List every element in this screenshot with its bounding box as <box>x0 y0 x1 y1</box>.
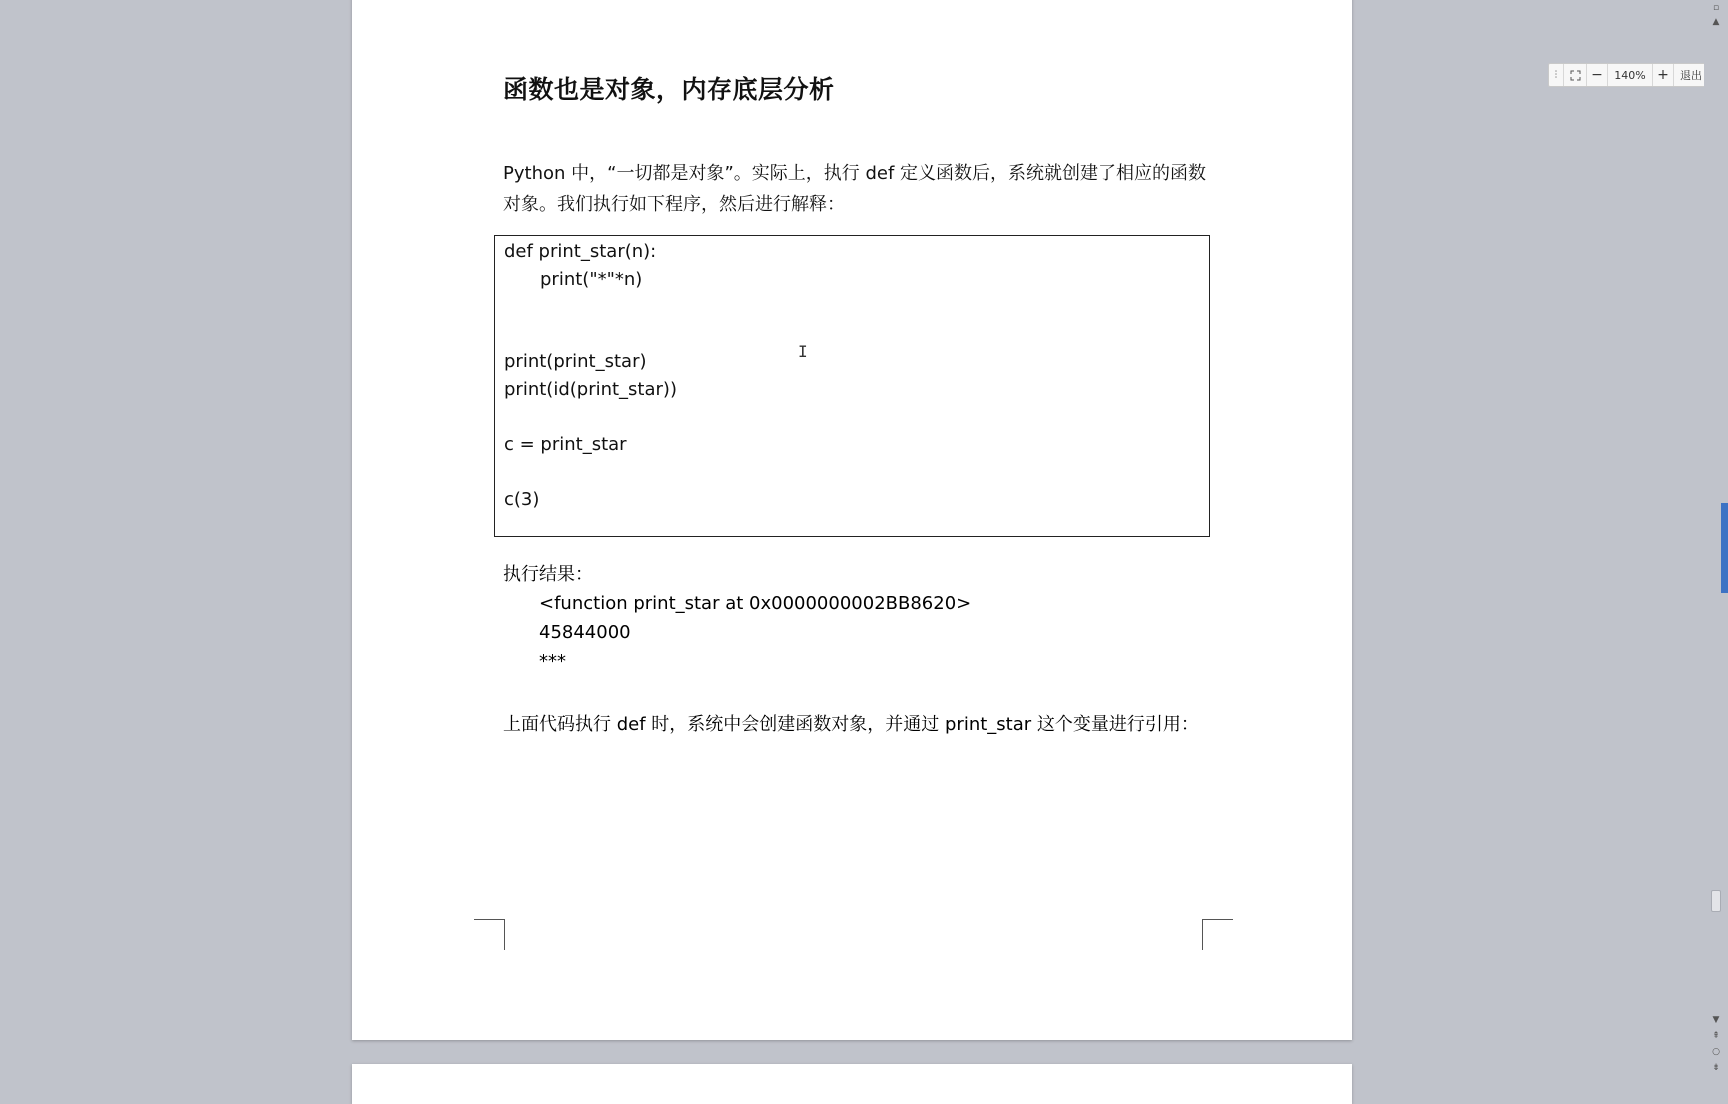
code-line: print(print_star) <box>504 351 647 372</box>
exit-button[interactable]: 退出 <box>1680 69 1702 82</box>
intro-paragraph: Python 中，“一切都是对象”。实际上，执行 def 定义函数后，系统就创建了相应的函数对象。我们执行如下程序，然后进行解释： <box>503 163 1207 215</box>
code-line: print(id(print_star)) <box>504 379 677 400</box>
result-line: 45844000 <box>539 622 631 643</box>
side-panel-tab[interactable] <box>1721 503 1728 593</box>
code-line: c = print_star <box>504 434 627 455</box>
scroll-up-icon[interactable]: ▲ <box>1712 17 1720 27</box>
document-page[interactable] <box>352 0 1352 1040</box>
result-line: *** <box>539 651 566 672</box>
next-page[interactable] <box>352 1064 1352 1104</box>
browse-object-icon[interactable]: ○ <box>1712 1047 1720 1057</box>
closing-paragraph: 上面代码执行 def 时，系统中会创建函数对象，并通过 print_star 这个变量进行引用： <box>503 714 1199 735</box>
page-corner-mark-left <box>474 919 505 950</box>
next-page-icon[interactable]: ⇟ <box>1712 1063 1720 1073</box>
page-corner-mark-right <box>1202 919 1233 950</box>
code-line: print("*"*n) <box>540 269 643 290</box>
zoom-toolbar <box>1548 63 1709 87</box>
grip-icon[interactable] <box>1549 64 1564 86</box>
fit-page-icon[interactable] <box>1564 64 1587 86</box>
page-content <box>503 62 1223 220</box>
result-line: <function print_star at 0x0000000002BB8620> <box>539 593 972 614</box>
zoom-in-button[interactable]: + <box>1653 64 1674 86</box>
scroll-thumb[interactable] <box>1711 890 1721 912</box>
previous-page-icon[interactable]: ⇞ <box>1712 1031 1720 1041</box>
code-box <box>494 235 1210 537</box>
scroll-down-icon[interactable]: ▼ <box>1712 1015 1720 1025</box>
text-cursor-icon: I <box>798 342 808 361</box>
zoom-out-button[interactable]: − <box>1587 64 1608 86</box>
result-label: 执行结果： <box>503 564 593 585</box>
page-title: 函数也是对象，内存底层分析 <box>503 75 835 104</box>
code-line: def print_star(n): <box>504 241 657 262</box>
scroll-options-icon[interactable]: ▫ <box>1712 3 1720 13</box>
zoom-level[interactable]: 140% <box>1608 64 1653 86</box>
code-line: c(3) <box>504 489 540 510</box>
